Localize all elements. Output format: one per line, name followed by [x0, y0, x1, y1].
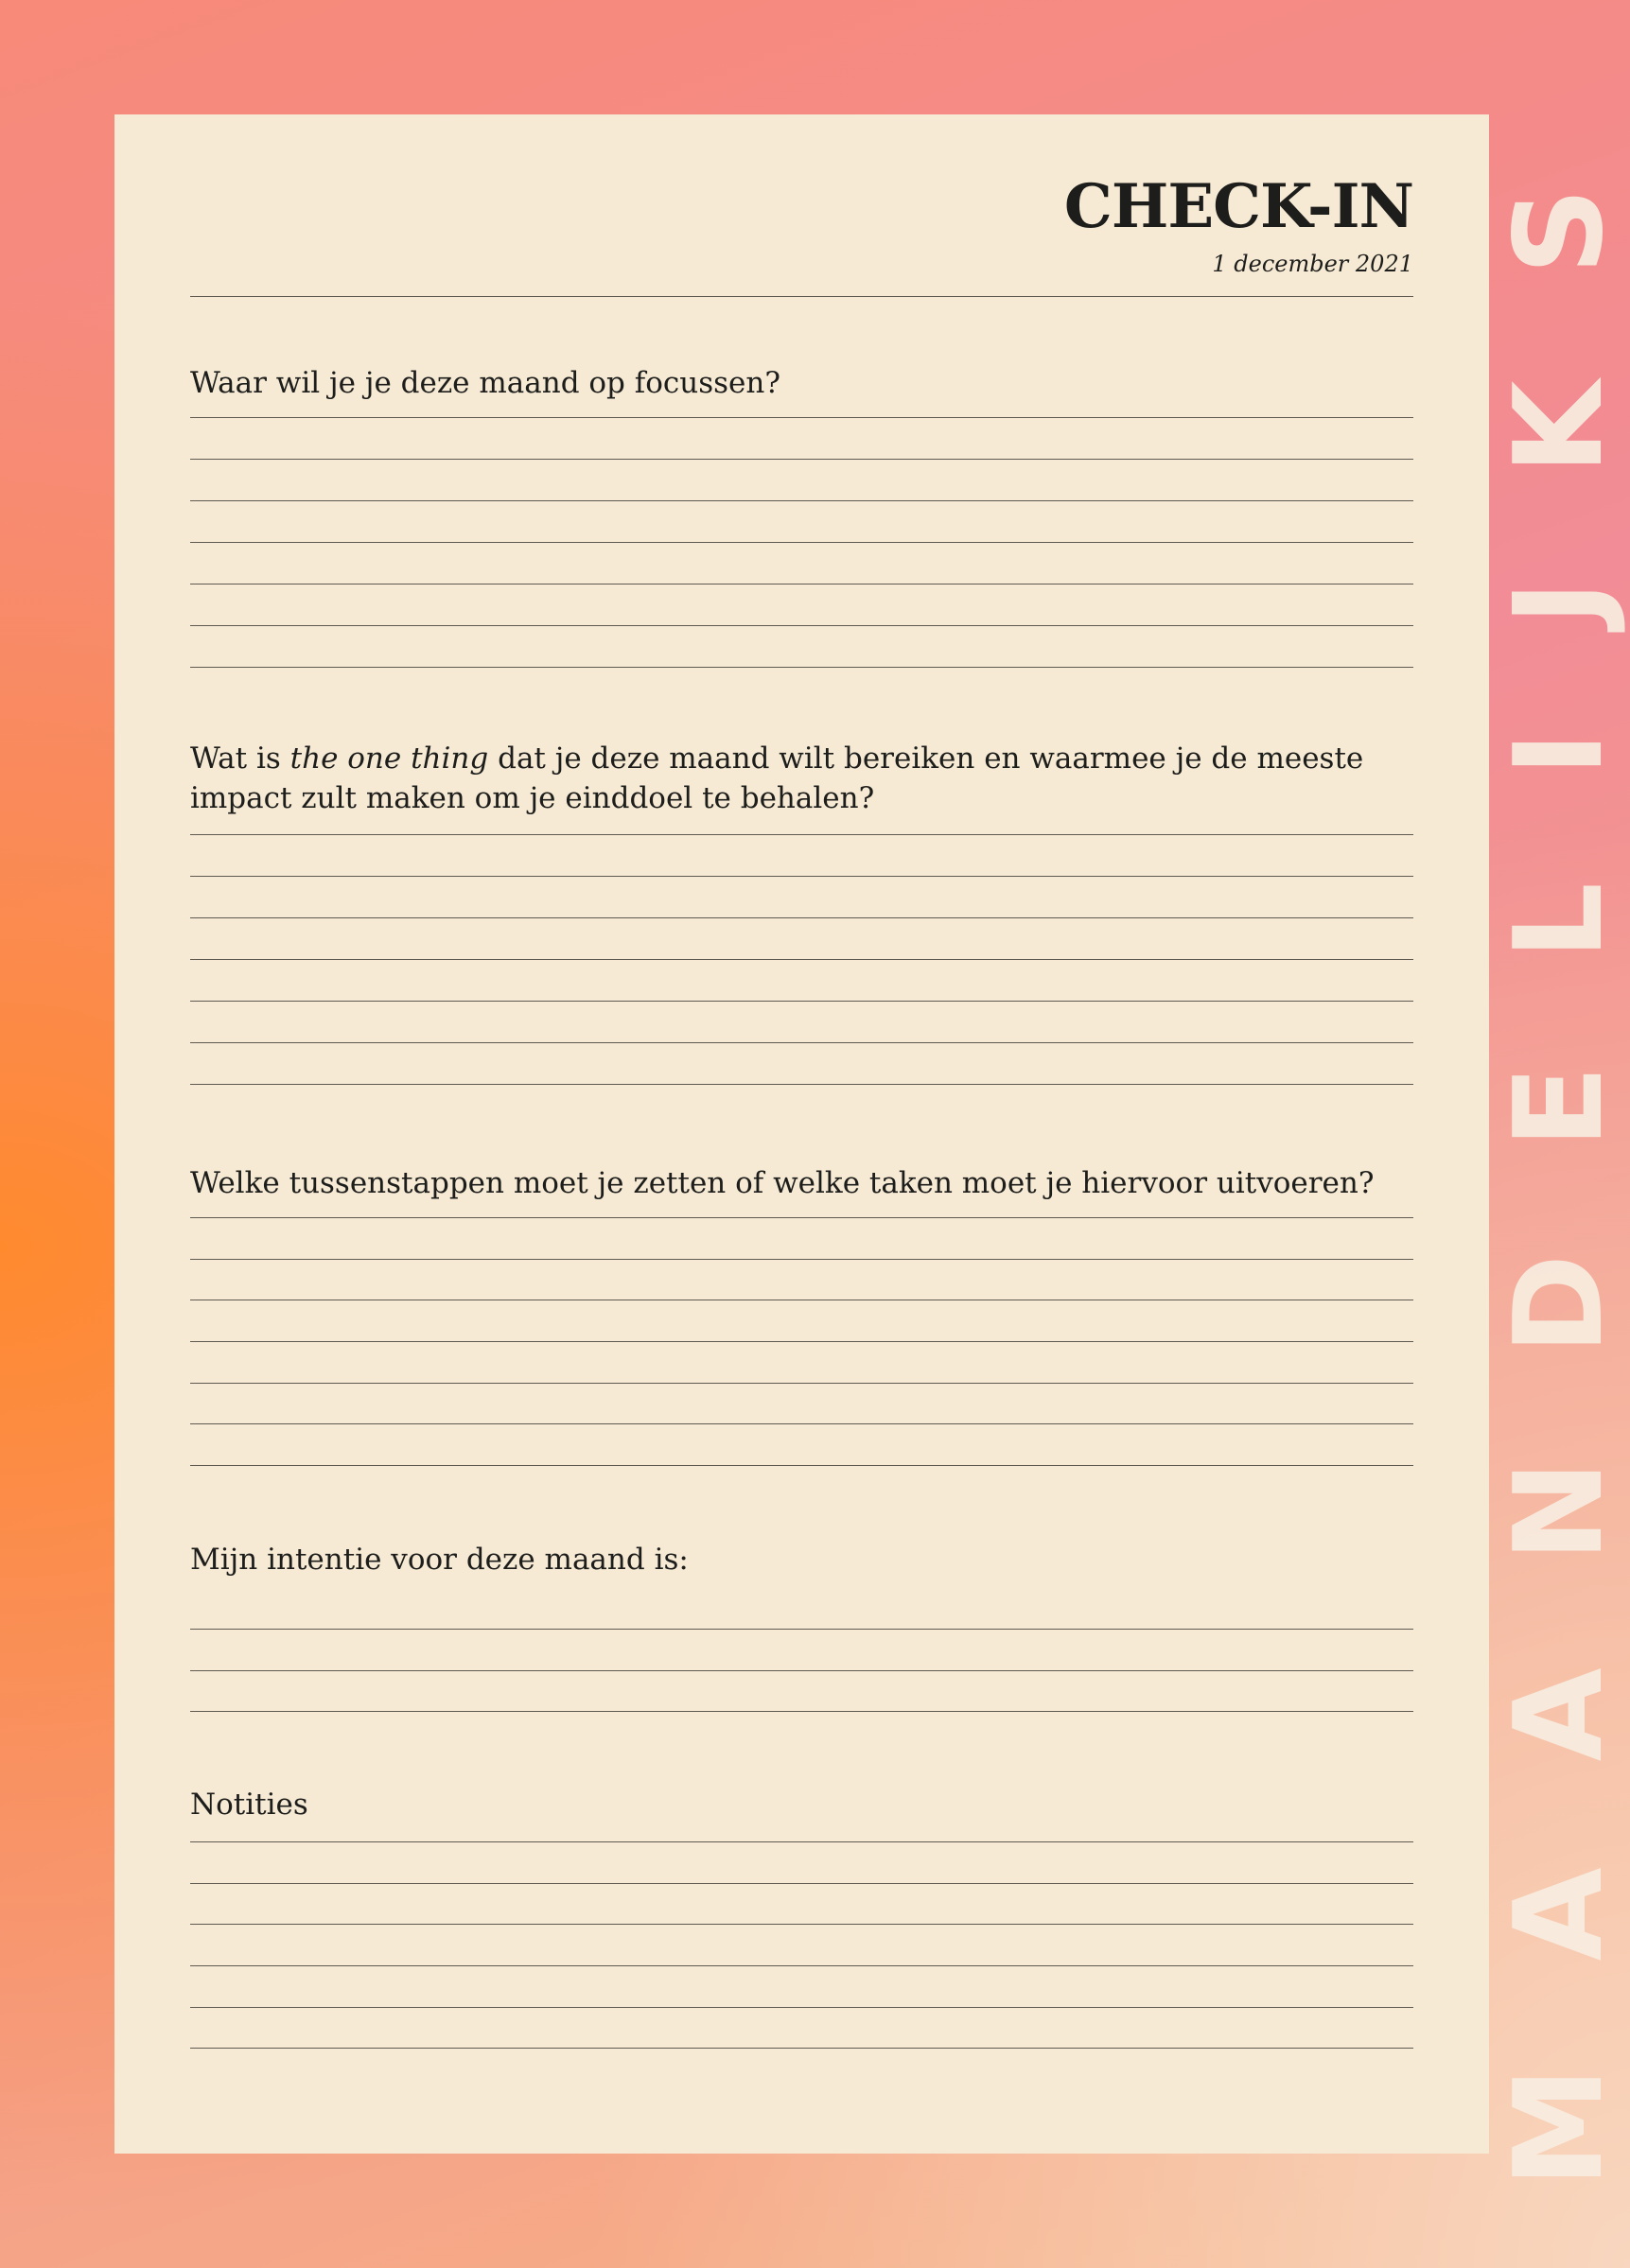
writing-line[interactable]: [190, 1001, 1413, 1002]
writing-line[interactable]: [190, 917, 1413, 918]
question-notes: Notities: [190, 1788, 308, 1822]
writing-line[interactable]: [190, 1670, 1413, 1671]
writing-line[interactable]: [190, 876, 1413, 877]
writing-line[interactable]: [190, 1629, 1413, 1630]
page-header: [1063, 171, 1413, 277]
writing-line[interactable]: [190, 1084, 1413, 1085]
writing-line[interactable]: [190, 625, 1413, 626]
writing-line[interactable]: [190, 1341, 1413, 1342]
page-date: 1 december 2021: [1212, 251, 1413, 277]
writing-line[interactable]: [190, 1423, 1413, 1424]
question-intention: Mijn intentie voor deze maand is:: [190, 1543, 689, 1577]
question-one-thing-after: dat je deze maand wilt bereiken en waarmee je de meeste impact zult maken om je einddoel te behalen?: [190, 741, 1364, 815]
question-one-thing: [190, 739, 1413, 818]
worksheet-paper: [114, 114, 1489, 2154]
writing-line[interactable]: [190, 1883, 1413, 1884]
writing-line[interactable]: [190, 1711, 1413, 1712]
question-one-thing-emphasis: the one thing: [289, 741, 489, 776]
header-divider: [190, 296, 1413, 297]
writing-line[interactable]: [190, 1042, 1413, 1043]
writing-line[interactable]: [190, 1259, 1413, 1260]
question-one-thing-before: Wat is: [190, 741, 290, 776]
writing-line[interactable]: [190, 1841, 1413, 1842]
writing-line[interactable]: [190, 1965, 1413, 1966]
side-title-text: MAANDELIJKS: [1488, 80, 1630, 2188]
question-focus: Waar wil je je deze maand op focussen?: [190, 366, 780, 400]
question-steps: Welke tussenstappen moet je zetten of welke taken moet je hiervoor uitvoeren?: [190, 1166, 1375, 1200]
writing-line[interactable]: [190, 1924, 1413, 1925]
writing-line[interactable]: [190, 417, 1413, 418]
page-title: CHECK-IN: [1063, 171, 1413, 242]
writing-line[interactable]: [190, 959, 1413, 960]
writing-line[interactable]: [190, 2007, 1413, 2008]
writing-line[interactable]: [190, 1383, 1413, 1384]
vertical-side-title: [1488, 0, 1630, 2268]
writing-line[interactable]: [190, 1465, 1413, 1466]
writing-line[interactable]: [190, 542, 1413, 543]
writing-line[interactable]: [190, 667, 1413, 668]
writing-line[interactable]: [190, 2048, 1413, 2049]
writing-line[interactable]: [190, 834, 1413, 835]
writing-line[interactable]: [190, 1217, 1413, 1218]
writing-line[interactable]: [190, 500, 1413, 501]
writing-line[interactable]: [190, 459, 1413, 460]
